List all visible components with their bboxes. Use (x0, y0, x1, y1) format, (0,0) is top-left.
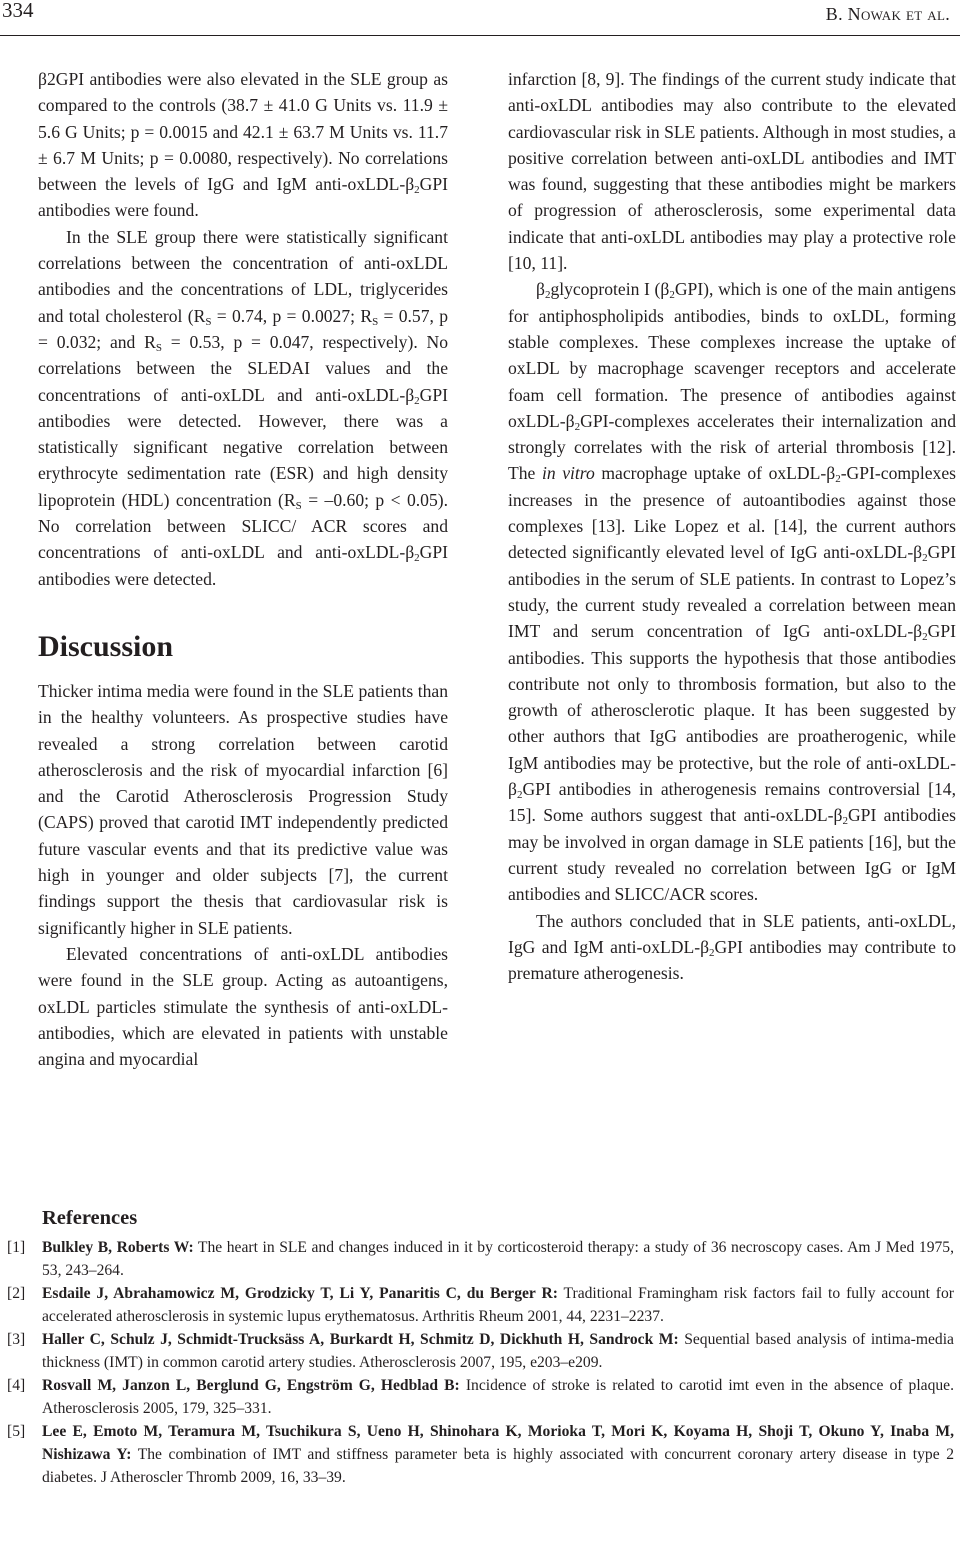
reference-item: [3] Haller C, Schulz J, Schmidt-Trucksäss A, Burkardt H, Schmitz D, Dickhuth H, Sandrock M: Sequential based analysis of intima-media thickness (IMT) in common carotid artery studies. Atherosclerosis 2007, 195, e203–e209. (7, 1331, 954, 1371)
page-number: 334 (2, 0, 34, 22)
reference-item: [5] Lee E, Emoto M, Teramura M, Tsuchikura S, Ueno H, Shinohara K, Morioka T, Mori K, Koyama H, Shoji T, Okuno Y, Inaba M, Nishizawa Y: The combination of IMT and stiffness parameter beta is highly associated with concurrent coronary artery disease in type 2 diabetes. J Atheroscler Thromb 2009, 16, 33–39. (7, 1423, 954, 1486)
reference-item: [1] Bulkley B, Roberts W: The heart in SLE and changes induced in it by corticosteroid therapy: a study of 36 necroscopy cases. Am J Med 1975, 53, 243–264. (7, 1239, 954, 1279)
discussion-paragraph-2: Elevated concentrations of anti-oxLDL antibodies were found in the SLE group. Acting as autoantigens, oxLDL particles stimulate the synthesis of anti-oxLDL-antibodies, which are elevated in patients with unstable angina and myocardial (38, 943, 448, 1070)
conclusion-paragraph: The authors concluded that in SLE patients, anti-oxLDL, IgG and IgM anti-$oxLDL-\beta_2GPI$ antibodies may contribute to premature atherogenesis. (508, 910, 956, 984)
right-column (508, 66, 956, 986)
discussion-heading: Discussion (38, 629, 174, 663)
references-section (0, 1207, 960, 1489)
reference-item: [4] Rosvall M, Janzon L, Berglund G, Engström G, Hedblad B: Incidence of stroke is related to carotid imt even in the absence of plaque. Atherosclerosis 2005, 179, 325–331. (7, 1377, 955, 1417)
italic-in-vitro: in vitro (541, 463, 595, 484)
discussion-paragraph-2-cont: infarction [8, 9]. The findings of the current study indicate that anti-oxLDL antibodies may also contribute to the elevated cardiovascular risk in SLE patients. Although in most studies, a positive correlation between anti-oxLDL antibodies and IMT was found, suggesting that these antibodies might be markers of progression of atherosclerosis, some experimental data indicate that anti-oxLDL antibodies may play a protective role [10, 11]. (508, 69, 956, 274)
running-header (0, 0, 960, 38)
references-heading: References (42, 1207, 138, 1229)
reference-item: [2] Esdaile J, Abrahamowicz M, Grodzicky T, Li Y, Panaritis C, du Berger R: Traditional Framingham risk factors fail to fully account for accelerated atherosclerosis in systemic lupus erythematosus. Arthritis Rheum 2001, 44, 2231–2237. (7, 1285, 954, 1325)
discussion-paragraph-1: Thicker intima media were found in the SLE patients than in the healthy volunteers. As prospective studies have revealed a strong correlation between carotid atherosclerosis and the risk of myocardial infarction [6] and the Carotid Atherosclerosis Progression Study (CAPS) proved that carotid IMT independently predicted future vascular events and that its predictive value was high in younger and older subjects [7], the current findings support the thesis that cardiovasular risk is significantly higher in SLE patients. (38, 680, 448, 938)
header-rule (0, 35, 960, 36)
left-column (38, 66, 448, 1072)
discussion-paragraph-3: $\beta_2glycoprotein$ I $(\beta_2GPI)$, which is one of the main antigens for antiphospholipids antibodies, binds to oxLDL, forming stable complexes. These complexes increase the uptake of oxLDL by macrophage scavenger receptors and accelerate foam cell formation. The presence of antibodies against oxLDL-$\beta_2GPI$-complexes accelerates their internalization and strongly correlates with the risk of arterial thrombosis [12]. The in vitro macrophage uptake of oxLDL-$\beta_2-GPI$-complexes increases in the presence of autoantibodies against those complexes [13]. Like Lopez et al. [14], the current authors detected significantly elevated level of IgG anti-$oxLDL-\beta_2GPI$ antibodies in the serum of SLE patients. In contrast to Lopez’s study, the current study revealed a correlation between mean IMT and serum concentration of IgG anti-$oxLDL-\beta_2GPI$ antibodies. This supports the hypothesis that those antibodies contribute not only to thrombosis formation, but also to the growth of atherosclerotic plaque. It has been suggested by other authors that IgG antibodies are proatherogenic, while IgM antibodies may be protective, but the role of anti-$oxLDL-\beta_2GPI$ antibodies in atherogenesis remains controversial [14, 15]. Some authors suggest that anti-$oxLDL-\beta_2GPI$ antibodies may be involved in organ damage in SLE patients [16], but the current study revealed no correlation between IgG or IgM antibodies and SLICC/ACR scores. (508, 279, 956, 905)
running-author: B. Nowak et al. (825, 4, 950, 24)
results-paragraph-2: In the SLE group there were statistically significant correlations between the concentration of anti-oxLDL antibodies and the concentrations of LDL, triglycerides and total cholesterol ($R_S = 0.74$, p = 0.0027; $R_S = 0.57$, p = 0.032; and $R_S = 0.53$, p = 0.047, respectively). No correlations between the SLEDAI values and the concentrations of anti-oxLDL and anti-$oxLDL-\beta_2GPI$ antibodies were detected. However, there was a statistically significant negative correlation between erythrocyte sedimentation rate (ESR) and high density lipoprotein (HDL) concentration ($R_S = -0.60$; p < 0.05). No correlation between SLICC/ ACR scores and concentrations of anti-oxLDL and anti-$oxLDL-\beta_2GPI$ antibodies were detected. (38, 226, 449, 589)
results-paragraph-1: β2GPI antibodies were also elevated in the SLE group as compared to the controls (38.7 ± 41.0 G Units vs. 11.9 ± 5.6 G Units; p = 0.0015 and 42.1 ± 63.7 M Units vs. 11.7 ± 6.7 M Units; p = 0.0080, respectively). No correlations between the levels of IgG and IgM anti-$oxLDL-\beta_2GPI$ antibodies were found. (38, 69, 448, 221)
